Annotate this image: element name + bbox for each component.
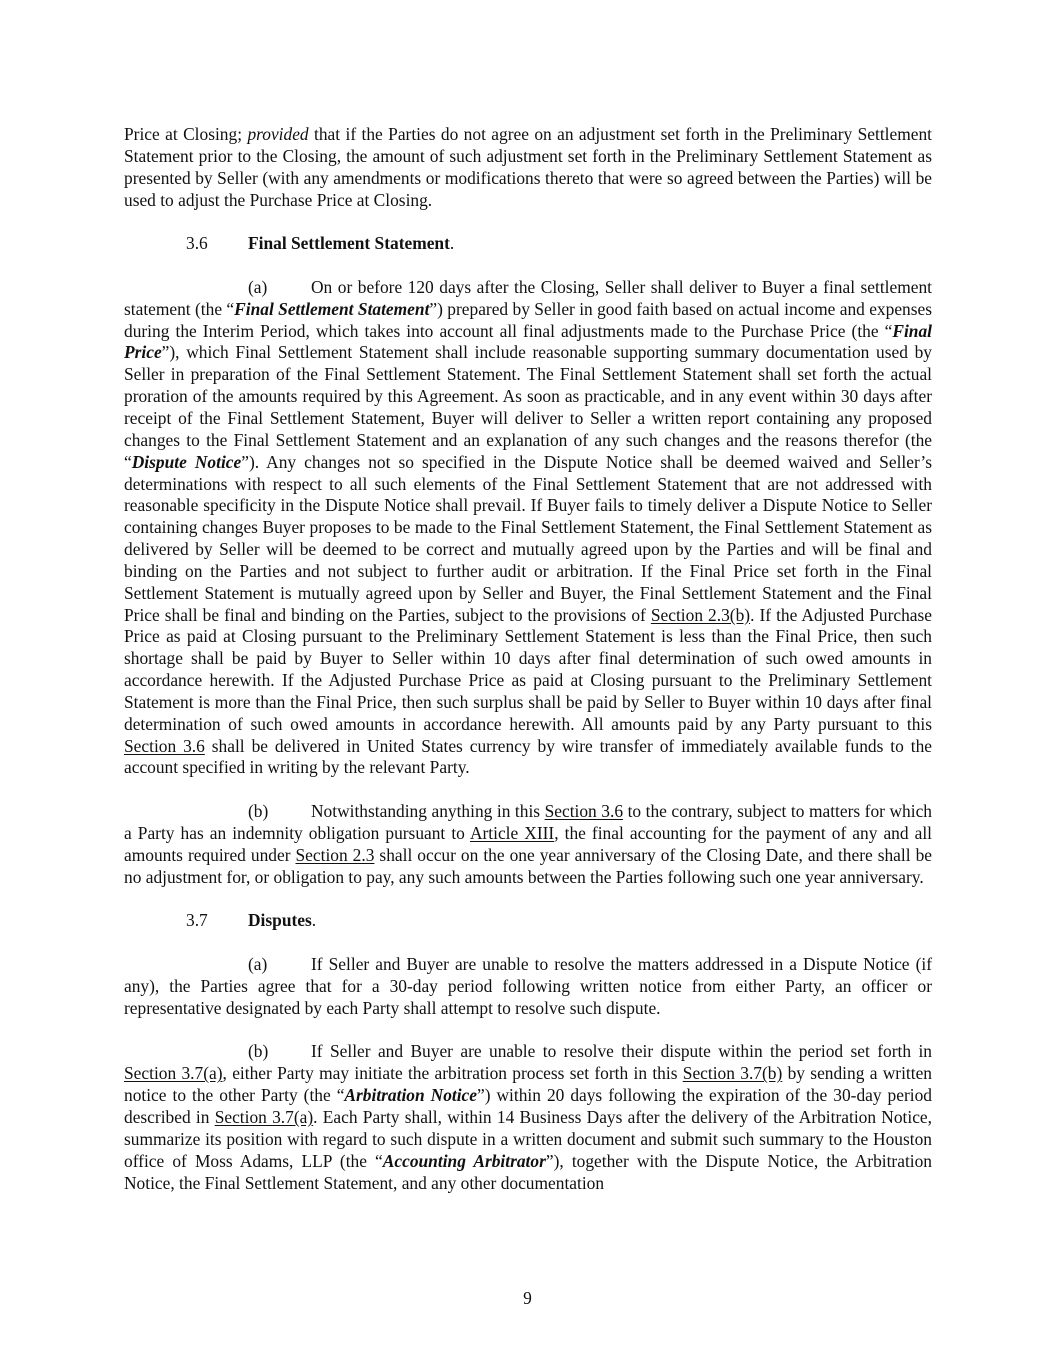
- defined-term: Dispute Notice: [131, 451, 242, 472]
- section-title: Final Settlement Statement.: [248, 233, 455, 254]
- subsection-label: (a): [248, 276, 268, 297]
- subsection-label: (b): [248, 1041, 269, 1062]
- section-3-6-a-paragraph: (a) On or before 120 days after the Closing, Seller shall deliver to Buyer a final settlement statement (the “Final Settlement Statement”) prepared by Seller in good faith based on actual income and expenses during the Interim Period, which takes into account all final adjustments made to the Purchase Price (the “Final Price”), which Final Settlement Statement shall include reasonable supporting summary documentation used by Seller in preparation of the Final Settlement Statement. The Final Settlement Statement shall set forth the actual proration of the amounts required by this Agreement. As soon as practicable, and in any event within 30 days after receipt of the Final Settlement Statement, Buyer will deliver to Seller a written report containing any proposed changes to the Final Settlement Statement and an explanation of any such changes and the reasons therefor (the “Dispute Notice”). Any changes not so specified in the Dispute Notice shall be deemed waived and Seller’s determinations with respect to all such elements of the Final Settlement Statement that are not addressed with reasonable specificity in the Dispute Notice shall prevail. If Buyer fails to timely deliver a Dispute Notice to Seller containing changes Buyer proposes to be made to the Final Settlement Statement, the Final Settlement Statement as delivered by Seller will be deemed to be correct and mutually agreed upon by the Parties and will be final and binding on the Parties and not subject to further audit or arbitration. If the Final Price set forth in the Final Settlement Statement is mutually agreed upon by Seller and Buyer, the Final Settlement Statement and the Final Price shall be final and binding on the Parties, subject to the provisions of Section 2.3(b). If the Adjusted Purchase Price as paid at Closing pursuant to the Preliminary Settlement Statement is less than the Final Price, then such shortage shall be paid by Buyer to Seller within 10 days after final determination of such owed amounts in accordance herewith. If the Adjusted Purchase Price as paid at Closing pursuant to the Preliminary Settlement Statement is more than the Final Price, then such surplus shall be paid by Seller to Buyer within 10 days after final determination of such owed amounts in accordance herewith. All amounts paid by any Party pursuant to this Section 3.6 shall be delivered in United States currency by wire transfer of immediately available funds to the account specified in writing by the relevant Party.: [124, 276, 933, 778]
- cross-reference-link[interactable]: Section 3.7(b): [682, 1063, 783, 1084]
- page-number: 9: [523, 1288, 532, 1308]
- cross-reference-link[interactable]: Section 3.6: [544, 801, 624, 822]
- cross-reference-link[interactable]: Section 3.7(a): [124, 1063, 223, 1084]
- cross-reference-link[interactable]: Section 3.7(a): [214, 1106, 314, 1127]
- subsection-label: (b): [248, 801, 269, 822]
- cross-reference-link[interactable]: Article XIII: [469, 823, 555, 843]
- provided-term: provided: [247, 124, 309, 144]
- subsection-label: (a): [248, 954, 268, 975]
- defined-term: Accounting Arbitrator: [382, 1150, 546, 1171]
- cross-reference-link[interactable]: Section 2.3: [295, 844, 375, 865]
- defined-term: Arbitration Notice: [344, 1085, 477, 1106]
- section-number: 3.7: [186, 910, 208, 931]
- section-3-6-b-paragraph: (b) Notwithstanding anything in this Section 3.6 to the contrary, subject to matters for which a Party has an indemnity obligation pursuant to Article XIII, the final accounting for the payment of any and all amounts required under Section 2.3 shall occur on the one year anniversary of the Closing Date, and there shall be no adjustment for, or obligation to pay, any such amounts between the Parties following such one year anniversary.: [124, 801, 933, 887]
- section-3-6-heading: [124, 233, 932, 255]
- defined-term: Final Settlement Statement: [234, 298, 430, 319]
- defined-term: Final Price: [124, 320, 932, 363]
- section-title: Disputes.: [248, 910, 317, 931]
- section-number: 3.6: [186, 233, 208, 254]
- intro-paragraph: Price at Closing; provided that if the Parties do not agree on an adjustment set forth in the Preliminary Settlement Statement prior to the Closing, the amount of such adjustment set forth in the Preliminary Settlement Statement as presented by Seller (with any amendments or modifications thereto that were so agreed between the Parties) will be used to adjust the Purchase Price at Closing.: [124, 124, 933, 210]
- document-page: [124, 124, 932, 1194]
- section-3-7-b-paragraph: (b) If Seller and Buyer are unable to resolve their dispute within the period set forth in Section 3.7(a), either Party may initiate the arbitration process set forth in this Section 3.7(b) by sending a written notice to the other Party (the “Arbitration Notice”) within 20 days following the expiration of the 30-day period described in Section 3.7(a). Each Party shall, within 14 Business Days after the delivery of the Arbitration Notice, summarize its position with regard to such dispute in a written document and submit such summary to the Houston office of Moss Adams, LLP (the “Accounting Arbitrator”), together with the Dispute Notice, the Arbitration Notice, the Final Settlement Statement, and any other documentation: [124, 1041, 933, 1193]
- section-3-7-a-paragraph: (a) If Seller and Buyer are unable to resolve the matters addressed in a Dispute Notice (if any), the Parties agree that for a 30-day period following written notice from either Party, an officer or representative designated by each Party shall attempt to resolve such dispute.: [124, 954, 932, 1018]
- cross-reference-link[interactable]: Section 3.6: [124, 735, 205, 756]
- section-3-7-heading: [124, 910, 932, 932]
- cross-reference-link[interactable]: Section 2.3(b): [650, 604, 751, 625]
